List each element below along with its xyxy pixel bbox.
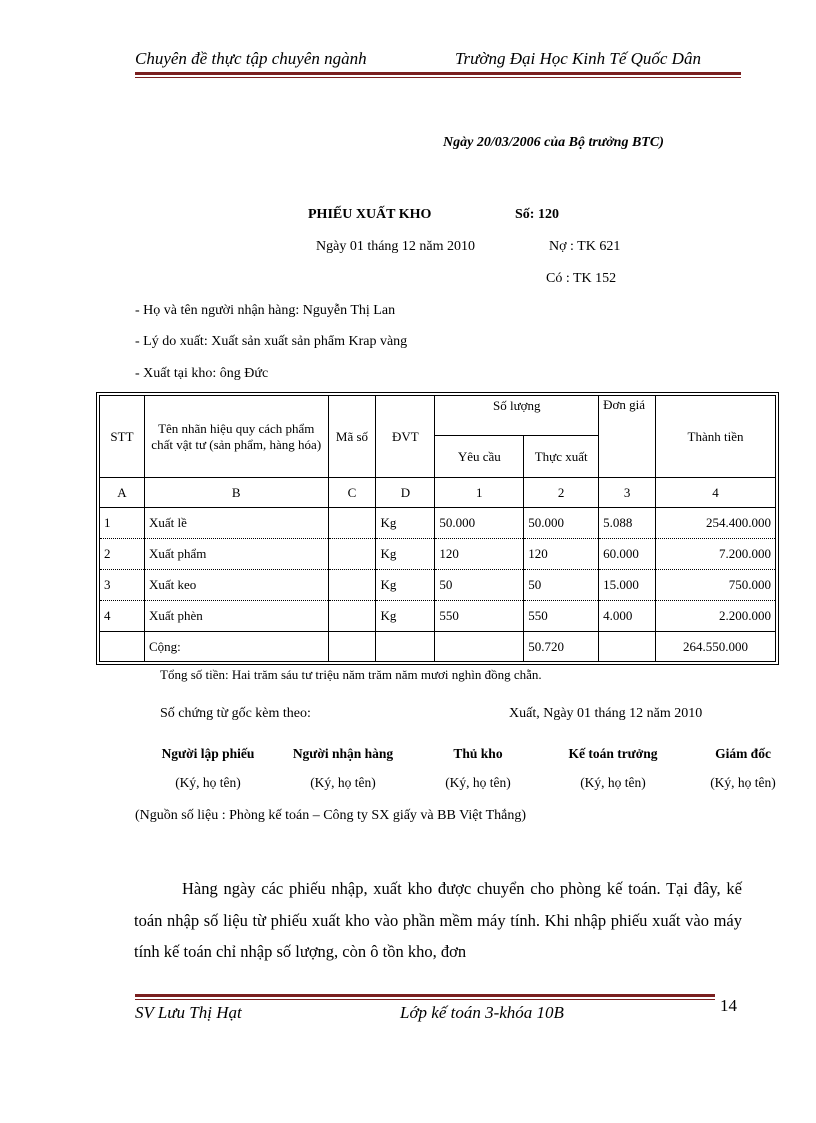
header-qty: Số lượng	[435, 396, 599, 436]
total-empty	[328, 632, 376, 662]
header-qty-req: Yêu cầu	[435, 436, 524, 478]
signature-hint: (Ký, họ tên)	[580, 775, 646, 790]
signature-role: Người lập phiếu	[161, 746, 255, 761]
issue-table	[99, 395, 776, 662]
header-right: Trường Đại Học Kinh Tế Quốc Dân	[455, 49, 701, 68]
row-stt: 3	[100, 570, 145, 601]
col-letter: B	[144, 478, 328, 508]
header-price: Đơn giá	[599, 396, 656, 478]
row-req: 550	[435, 601, 524, 632]
row-name: Xuất lề	[144, 508, 328, 539]
row-stt: 1	[100, 508, 145, 539]
row-price: 5.088	[599, 508, 656, 539]
total-label: Cộng:	[144, 632, 328, 662]
col-letter: D	[376, 478, 435, 508]
row-name: Xuất keo	[144, 570, 328, 601]
row-req: 120	[435, 539, 524, 570]
header-stt: STT	[100, 396, 145, 478]
row-name: Xuất phẩm	[144, 539, 328, 570]
row-code	[328, 508, 376, 539]
row-amount: 7.200.000	[656, 539, 776, 570]
signature-role: Thủ kho	[453, 746, 503, 761]
row-req: 50	[435, 570, 524, 601]
col-letter-row	[100, 478, 776, 508]
header-amount: Thành tiền	[656, 396, 776, 478]
signature-hint: (Ký, họ tên)	[310, 775, 376, 790]
signature-role: Kế toán trưởng	[568, 746, 658, 761]
total-empty	[100, 632, 145, 662]
col-letter: A	[100, 478, 145, 508]
voucher-number: Số: 120	[515, 207, 559, 222]
body-paragraph: Hàng ngày các phiếu nhập, xuất kho được chuyển cho phòng kế toán. Tại đây, kế toán nhập số liệu từ phiếu xuất kho vào phần mềm máy tính. Khi nhập phiếu xuất vào máy tính kế toán chỉ nhập số lượng, còn ô tồn kho, đơn	[134, 879, 742, 961]
table-row	[100, 508, 776, 539]
receiver-line: - Họ và tên người nhận hàng: Nguyễn Thị Lan	[135, 303, 396, 318]
total-in-words: Tổng số tiền: Hai trăm sáu tư triệu năm trăm năm mươi nghìn đồng chẵn.	[160, 667, 542, 682]
voucher-title: PHIẾU XUẤT KHO	[308, 207, 432, 222]
footer-student: SV Lưu Thị Hạt	[135, 1003, 242, 1022]
voucher-debit: Nợ : TK 621	[549, 239, 621, 254]
header-rule-thin	[135, 77, 741, 78]
total-amount: 264.550.000	[656, 632, 776, 662]
header-left: Chuyên đề thực tập chuyên ngành	[135, 49, 367, 68]
row-price: 15.000	[599, 570, 656, 601]
row-unit: Kg	[376, 539, 435, 570]
signature-hint: (Ký, họ tên)	[175, 775, 241, 790]
row-unit: Kg	[376, 570, 435, 601]
table-row	[100, 539, 776, 570]
col-letter: 2	[524, 478, 599, 508]
col-letter: C	[328, 478, 376, 508]
total-empty	[376, 632, 435, 662]
footer-class: Lớp kế toán 3-khóa 10B	[400, 1003, 564, 1022]
row-unit: Kg	[376, 508, 435, 539]
row-amount: 2.200.000	[656, 601, 776, 632]
row-price: 4.000	[599, 601, 656, 632]
row-code	[328, 570, 376, 601]
col-letter: 1	[435, 478, 524, 508]
header-unit: ĐVT	[376, 396, 435, 478]
header-code: Mã số	[328, 396, 376, 478]
row-act: 120	[524, 539, 599, 570]
header-rule-thick	[135, 72, 741, 75]
source-note: (Nguồn số liệu : Phòng kế toán – Công ty SX giấy và BB Việt Thắng)	[135, 808, 527, 823]
col-letter: 4	[656, 478, 776, 508]
total-empty	[435, 632, 524, 662]
footer-rule-thin	[135, 999, 715, 1000]
row-act: 50.000	[524, 508, 599, 539]
row-price: 60.000	[599, 539, 656, 570]
voucher-credit: Có : TK 152	[546, 271, 617, 286]
reason-line: - Lý do xuất: Xuất sản xuất sản phẩm Krap vàng	[135, 334, 408, 349]
row-amount: 750.000	[656, 570, 776, 601]
table-row	[100, 601, 776, 632]
signature-hint: (Ký, họ tên)	[710, 775, 776, 790]
place-date: Xuất, Ngày 01 tháng 12 năm 2010	[509, 706, 703, 721]
signature-role: Người nhận hàng	[292, 746, 394, 761]
row-amount: 254.400.000	[656, 508, 776, 539]
footer-rule-thick	[135, 994, 715, 997]
page-number: 14	[720, 996, 737, 1015]
row-req: 50.000	[435, 508, 524, 539]
row-stt: 4	[100, 601, 145, 632]
decree-note: Ngày 20/03/2006 của Bộ trưởng BTC)	[443, 135, 664, 150]
signature-hint: (Ký, họ tên)	[445, 775, 511, 790]
total-empty	[599, 632, 656, 662]
row-unit: Kg	[376, 601, 435, 632]
warehouse-line: - Xuất tại kho: ông Đức	[135, 366, 269, 381]
row-act: 50	[524, 570, 599, 601]
row-stt: 2	[100, 539, 145, 570]
signature-role: Giám đốc	[715, 746, 771, 761]
attached-docs: Số chứng từ gốc kèm theo:	[160, 706, 311, 721]
row-code	[328, 601, 376, 632]
voucher-date: Ngày 01 tháng 12 năm 2010	[316, 239, 476, 254]
row-act: 550	[524, 601, 599, 632]
total-act: 50.720	[524, 632, 599, 662]
header-name: Tên nhãn hiệu quy cách phẩm chất vật tư (sản phẩm, hàng hóa)	[144, 396, 328, 478]
row-name: Xuất phèn	[144, 601, 328, 632]
row-code	[328, 539, 376, 570]
table-row	[100, 570, 776, 601]
col-letter: 3	[599, 478, 656, 508]
total-row	[100, 632, 776, 662]
header-qty-act: Thực xuất	[524, 436, 599, 478]
